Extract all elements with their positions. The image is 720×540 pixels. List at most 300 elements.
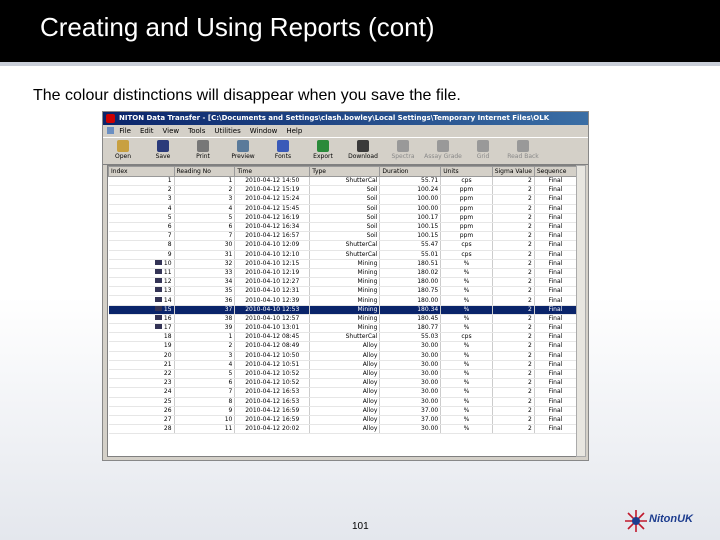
table-row[interactable]: [109, 186, 577, 195]
cell-time: [235, 296, 310, 305]
cell-index: [109, 232, 175, 241]
cell-sequence: [534, 204, 576, 213]
cell-value: Alloy: [362, 342, 378, 350]
cell-value: 2: [527, 305, 532, 313]
cell-value: 4: [167, 204, 172, 212]
cell-time: [235, 351, 310, 360]
cell-value: Final: [548, 379, 563, 387]
cell-value: 3: [228, 195, 233, 203]
cell-reading-no: [174, 278, 235, 287]
cell-time: [235, 415, 310, 424]
cell-value: Mining: [357, 268, 378, 276]
cell-value: 55.71: [421, 177, 439, 185]
toolbar-open-button[interactable]: [103, 138, 143, 164]
toolbar-preview-button[interactable]: [223, 138, 263, 164]
cell-value: ShutterCal: [345, 241, 378, 249]
cell-units: [441, 351, 492, 360]
column-header-duration[interactable]: Duration: [380, 167, 441, 177]
cell-value: cps: [461, 241, 472, 249]
toolbar-button-label: Print: [196, 153, 210, 160]
spectrum-icon: [155, 269, 162, 274]
table-row[interactable]: [109, 259, 577, 268]
cell-sequence: [534, 314, 576, 323]
toolbar-grid-button[interactable]: [463, 138, 503, 164]
table-row[interactable]: [109, 268, 577, 277]
cell-reading-no: [174, 296, 235, 305]
cell-value: ppm: [459, 232, 474, 240]
cell-value: 5: [228, 213, 233, 221]
cell-type: [310, 360, 380, 369]
cell-units: [441, 333, 492, 342]
cell-sequence: [534, 241, 576, 250]
table-row[interactable]: [109, 351, 577, 360]
table-row[interactable]: [109, 241, 577, 250]
cell-sigma-value: [492, 278, 534, 287]
cell-index: [109, 342, 175, 351]
cell-value: 28: [163, 425, 172, 433]
cell-value: 2: [167, 186, 172, 194]
cell-duration: [380, 213, 441, 222]
cell-sequence: [534, 379, 576, 388]
table-row[interactable]: [109, 406, 577, 415]
cell-duration: [380, 379, 441, 388]
slide-title-bar: [0, 0, 720, 62]
toolbar-export-button[interactable]: [303, 138, 343, 164]
cell-value: Soil: [366, 195, 378, 203]
cell-value: Alloy: [362, 425, 378, 433]
toolbar-button-label: Grid: [476, 153, 490, 160]
cell-value: 19: [163, 342, 172, 350]
cell-sigma-value: [492, 369, 534, 378]
cell-reading-no: [174, 342, 235, 351]
cell-time: [235, 324, 310, 333]
toolbar-download-button[interactable]: [343, 138, 383, 164]
cell-sequence: [534, 232, 576, 241]
toolbar-button-label: Fonts: [274, 153, 292, 160]
table-row[interactable]: [109, 425, 577, 434]
cell-value: 2: [527, 370, 532, 378]
cell-duration: [380, 268, 441, 277]
cell-duration: [380, 305, 441, 314]
cell-value: 2010-04-12 16:19: [245, 213, 300, 221]
readings-grid: [107, 165, 578, 457]
print-preview-icon: [237, 140, 249, 152]
table-row[interactable]: [109, 204, 577, 213]
cell-value: 37: [224, 305, 233, 313]
cell-value: 15: [163, 305, 172, 313]
cell-value: 2: [527, 425, 532, 433]
cell-units: [441, 314, 492, 323]
spectrum-icon: [155, 260, 162, 265]
table-row[interactable]: [109, 388, 577, 397]
cell-value: 2010-04-12 16:59: [245, 406, 300, 414]
cell-duration: [380, 342, 441, 351]
cell-value: Final: [548, 360, 563, 368]
cell-sequence: [534, 278, 576, 287]
cell-value: 3: [167, 195, 172, 203]
cell-time: [235, 241, 310, 250]
cell-value: cps: [461, 250, 472, 258]
cell-value: 18: [163, 333, 172, 341]
cell-value: 2010-04-10 12:27: [245, 278, 300, 286]
cell-value: 180.00: [417, 296, 439, 304]
title-divider: [0, 62, 720, 66]
cell-type: [310, 186, 380, 195]
cell-type: [310, 241, 380, 250]
cell-sequence: [534, 369, 576, 378]
cell-type: [310, 305, 380, 314]
cell-value: Soil: [366, 223, 378, 231]
column-header-time[interactable]: Time: [235, 167, 310, 177]
cell-value: 2010-04-12 08:45: [245, 333, 300, 341]
cell-value: 30.00: [421, 425, 439, 433]
cell-sigma-value: [492, 415, 534, 424]
cell-value: 2: [527, 351, 532, 359]
menu-item-window[interactable]: Window: [249, 127, 278, 135]
cell-value: 5: [228, 370, 233, 378]
cell-value: Alloy: [362, 415, 378, 423]
cell-time: [235, 333, 310, 342]
cell-duration: [380, 397, 441, 406]
cell-sigma-value: [492, 388, 534, 397]
table-row[interactable]: [109, 213, 577, 222]
cell-value: 1: [228, 333, 233, 341]
cell-time: [235, 204, 310, 213]
table-row[interactable]: [109, 314, 577, 323]
cell-time: [235, 250, 310, 259]
cell-time: [235, 342, 310, 351]
cell-value: ppm: [459, 186, 474, 194]
cell-value: 2: [527, 213, 532, 221]
menu-item-tools[interactable]: Tools: [188, 127, 206, 135]
cell-value: Final: [548, 425, 563, 433]
cell-index: [109, 425, 175, 434]
table-row[interactable]: [109, 360, 577, 369]
cell-value: %: [463, 360, 470, 368]
cell-index: [109, 415, 175, 424]
table-row[interactable]: [109, 397, 577, 406]
toolbar-print-button[interactable]: [183, 138, 223, 164]
cell-time: [235, 268, 310, 277]
cell-duration: [380, 195, 441, 204]
cell-value: 34: [224, 278, 233, 286]
cell-value: Final: [548, 415, 563, 423]
toolbar-button-label: Preview: [231, 153, 255, 160]
cell-index: [109, 388, 175, 397]
spectra-icon: [397, 140, 409, 152]
cell-value: Final: [548, 186, 563, 194]
cell-value: ShutterCal: [345, 250, 378, 258]
cell-duration: [380, 333, 441, 342]
cell-units: [441, 369, 492, 378]
cell-value: Soil: [366, 204, 378, 212]
cell-units: [441, 305, 492, 314]
cell-sigma-value: [492, 406, 534, 415]
cell-value: 2010-04-10 12:19: [245, 268, 300, 276]
menu-item-help[interactable]: Help: [286, 127, 303, 135]
cell-value: Final: [548, 324, 563, 332]
cell-value: Final: [548, 333, 563, 341]
cell-value: 16: [163, 314, 172, 322]
cell-value: Soil: [366, 232, 378, 240]
cell-value: 180.77: [417, 324, 439, 332]
cell-time: [235, 360, 310, 369]
cell-value: Alloy: [362, 388, 378, 396]
cell-duration: [380, 287, 441, 296]
cell-value: Final: [548, 287, 563, 295]
cell-sequence: [534, 250, 576, 259]
cell-value: 7: [228, 388, 233, 396]
cell-sequence: [534, 186, 576, 195]
cell-reading-no: [174, 259, 235, 268]
cell-value: 35: [224, 287, 233, 295]
cell-units: [441, 204, 492, 213]
cell-value: 180.75: [417, 287, 439, 295]
spectrum-icon: [155, 324, 162, 329]
cell-sequence: [534, 360, 576, 369]
cell-value: 2: [527, 223, 532, 231]
document-icon: [107, 127, 114, 134]
slide-title: Creating and Using Reports (cont): [40, 12, 435, 42]
cell-value: 30.00: [421, 370, 439, 378]
cell-duration: [380, 222, 441, 231]
cell-value: Final: [548, 278, 563, 286]
cell-time: [235, 369, 310, 378]
cell-value: 180.00: [417, 278, 439, 286]
cell-reading-no: [174, 379, 235, 388]
column-header-type[interactable]: Type: [310, 167, 380, 177]
cell-value: Mining: [357, 287, 378, 295]
cell-value: ppm: [459, 223, 474, 231]
cell-type: [310, 287, 380, 296]
grid-icon: [477, 140, 489, 152]
cell-sequence: [534, 388, 576, 397]
cell-reading-no: [174, 351, 235, 360]
cell-value: 2010-04-12 14:50: [245, 177, 300, 185]
cell-units: [441, 406, 492, 415]
cell-value: 2010-04-10 12:39: [245, 296, 300, 304]
cell-value: 2010-04-10 13:01: [245, 324, 300, 332]
cell-value: 100.15: [417, 232, 439, 240]
cell-type: [310, 213, 380, 222]
cell-value: 100.00: [417, 204, 439, 212]
cell-sequence: [534, 397, 576, 406]
cell-units: [441, 177, 492, 186]
cell-units: [441, 268, 492, 277]
cell-time: [235, 278, 310, 287]
cell-duration: [380, 314, 441, 323]
cell-units: [441, 278, 492, 287]
cell-value: 2010-04-12 16:53: [245, 388, 300, 396]
cell-value: ppm: [459, 204, 474, 212]
cell-type: [310, 415, 380, 424]
star-logo-icon: [622, 508, 652, 534]
cell-value: %: [463, 425, 470, 433]
cell-value: 10: [224, 415, 233, 423]
table-row[interactable]: [109, 415, 577, 424]
table-row[interactable]: [109, 305, 577, 314]
toolbar: [103, 137, 588, 165]
cell-value: 2: [527, 324, 532, 332]
menu-item-view[interactable]: View: [162, 127, 180, 135]
cell-index: [109, 268, 175, 277]
cell-value: %: [463, 287, 470, 295]
cell-value: 27: [163, 415, 172, 423]
menu-item-file[interactable]: File: [119, 127, 131, 135]
cell-type: [310, 406, 380, 415]
cell-value: 7: [228, 232, 233, 240]
cell-duration: [380, 250, 441, 259]
cell-value: 2: [527, 259, 532, 267]
column-header-index[interactable]: Index: [109, 167, 175, 177]
cell-value: 180.34: [417, 305, 439, 313]
cell-reading-no: [174, 388, 235, 397]
cell-reading-no: [174, 186, 235, 195]
toolbar-assay-grade-button[interactable]: [423, 138, 463, 164]
menu-item-edit[interactable]: Edit: [139, 127, 154, 135]
menu-item-utilities[interactable]: Utilities: [214, 127, 241, 135]
table-row[interactable]: [109, 278, 577, 287]
cell-units: [441, 342, 492, 351]
cell-duration: [380, 204, 441, 213]
page-number: 101: [352, 521, 369, 532]
cell-value: 2: [527, 232, 532, 240]
cell-time: [235, 213, 310, 222]
cell-sigma-value: [492, 287, 534, 296]
cell-reading-no: [174, 369, 235, 378]
table-row[interactable]: [109, 379, 577, 388]
column-header-units[interactable]: Units: [441, 167, 492, 177]
cell-value: 2: [527, 186, 532, 194]
cell-value: 36: [224, 296, 233, 304]
table-row[interactable]: [109, 342, 577, 351]
toolbar-button-label: Spectra: [391, 153, 415, 160]
toolbar-read-back-button[interactable]: [503, 138, 543, 164]
cell-sigma-value: [492, 259, 534, 268]
cell-type: [310, 324, 380, 333]
cell-reading-no: [174, 397, 235, 406]
download-icon: [357, 140, 369, 152]
cell-reading-no: [174, 425, 235, 434]
cell-duration: [380, 296, 441, 305]
cell-value: 100.00: [417, 195, 439, 203]
vertical-scrollbar[interactable]: [576, 165, 586, 457]
cell-value: 33: [224, 268, 233, 276]
cell-value: Mining: [357, 296, 378, 304]
cell-value: 30.00: [421, 351, 439, 359]
cell-value: 55.01: [421, 250, 439, 258]
cell-value: Final: [548, 314, 563, 322]
cell-reading-no: [174, 232, 235, 241]
disk-icon: [157, 140, 169, 152]
cell-value: 32: [224, 259, 233, 267]
cell-value: 2010-04-12 16:57: [245, 232, 300, 240]
window-title-bar[interactable]: [103, 112, 588, 125]
cell-value: 6: [228, 223, 233, 231]
table-row[interactable]: [109, 232, 577, 241]
cell-value: 2010-04-10 12:10: [245, 250, 300, 258]
table-row[interactable]: [109, 250, 577, 259]
column-header-sequence[interactable]: Sequence: [534, 167, 576, 177]
toolbar-save-button[interactable]: [143, 138, 183, 164]
cell-value: 5: [167, 213, 172, 221]
cell-index: [109, 351, 175, 360]
cell-index: [109, 186, 175, 195]
cell-value: 4: [228, 360, 233, 368]
cell-sigma-value: [492, 296, 534, 305]
cell-sequence: [534, 259, 576, 268]
table-row[interactable]: [109, 333, 577, 342]
table-row[interactable]: [109, 287, 577, 296]
table-row[interactable]: [109, 296, 577, 305]
cell-value: Mining: [357, 324, 378, 332]
column-header-sigma-value[interactable]: Sigma Value: [492, 167, 534, 177]
toolbar-fonts-button[interactable]: [263, 138, 303, 164]
slide-caption: The colour distinctions will disappear when you save the file.: [33, 87, 461, 104]
cell-sigma-value: [492, 222, 534, 231]
cell-sigma-value: [492, 232, 534, 241]
cell-duration: [380, 415, 441, 424]
cell-value: 2: [527, 397, 532, 405]
cell-value: %: [463, 388, 470, 396]
cell-value: Soil: [366, 213, 378, 221]
cell-duration: [380, 388, 441, 397]
cell-type: [310, 388, 380, 397]
cell-value: ShutterCal: [345, 177, 378, 185]
table-row[interactable]: [109, 177, 577, 186]
cell-value: 26: [163, 406, 172, 414]
cell-value: 11: [163, 268, 172, 276]
cell-units: [441, 287, 492, 296]
cell-value: 2010-04-10 12:15: [245, 259, 300, 267]
cell-sigma-value: [492, 324, 534, 333]
cell-type: [310, 250, 380, 259]
cell-index: [109, 259, 175, 268]
cell-reading-no: [174, 415, 235, 424]
cell-sequence: [534, 425, 576, 434]
toolbar-spectra-button[interactable]: [383, 138, 423, 164]
cell-type: [310, 222, 380, 231]
table-row[interactable]: [109, 222, 577, 231]
cell-index: [109, 278, 175, 287]
folder-open-icon: [117, 140, 129, 152]
column-header-reading-no[interactable]: Reading No: [174, 167, 235, 177]
table-row[interactable]: [109, 369, 577, 378]
cell-sigma-value: [492, 305, 534, 314]
cell-value: Mining: [357, 305, 378, 313]
cell-value: Soil: [366, 186, 378, 194]
cell-sequence: [534, 213, 576, 222]
cell-sigma-value: [492, 268, 534, 277]
table-row[interactable]: [109, 324, 577, 333]
cell-value: %: [463, 324, 470, 332]
cell-value: Final: [548, 268, 563, 276]
cell-time: [235, 406, 310, 415]
cell-type: [310, 177, 380, 186]
cell-value: %: [463, 268, 470, 276]
table-row[interactable]: [109, 195, 577, 204]
cell-reading-no: [174, 406, 235, 415]
cell-sigma-value: [492, 397, 534, 406]
cell-units: [441, 186, 492, 195]
cell-reading-no: [174, 314, 235, 323]
cell-value: 2010-04-12 15:19: [245, 186, 300, 194]
table-header-row: [109, 167, 577, 177]
cell-type: [310, 369, 380, 378]
cell-sigma-value: [492, 351, 534, 360]
font-icon: [277, 140, 289, 152]
cell-index: [109, 213, 175, 222]
